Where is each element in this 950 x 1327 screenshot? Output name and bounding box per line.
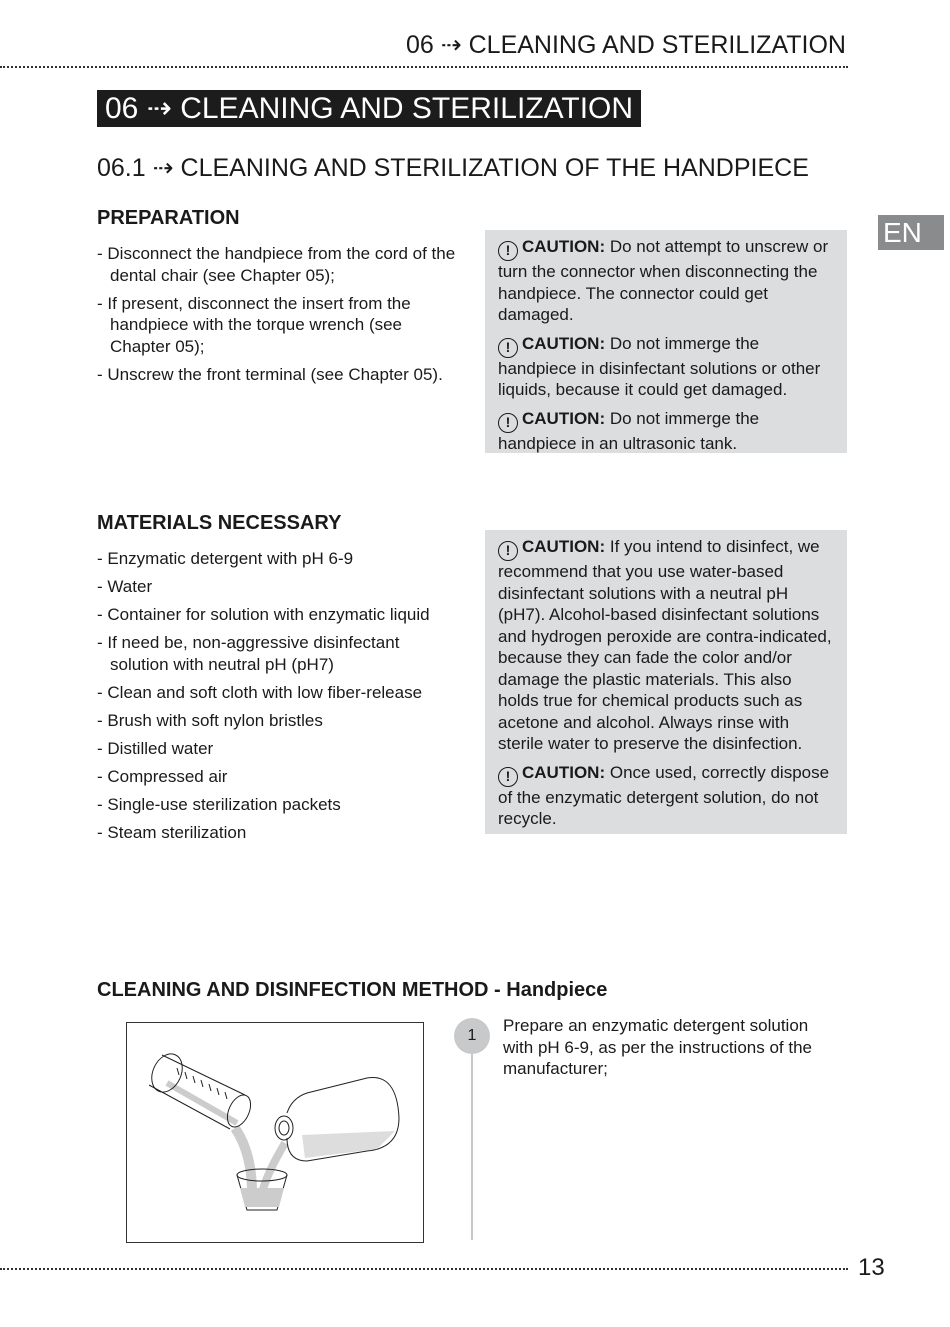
caution-label: CAUTION: [522,408,606,428]
preparation-list [97,243,462,392]
list-item: - Distilled water [97,738,447,760]
list-item: - Single-use sterilization packets [97,794,447,816]
exclamation-icon: ! [498,338,518,358]
caution-label: CAUTION: [522,537,606,556]
list-item: - If need be, non-aggressive disinfectant solution with neutral pH (pH7) [97,632,447,675]
list-item: - Unscrew the front terminal (see Chapter 05). [97,364,462,386]
caution-item [498,762,835,830]
section-title-text: CLEANING AND STERILIZATION OF THE HANDPIECE [180,154,809,182]
list-item: - Water [97,576,447,598]
list-item: - Container for solution with enzymatic liquid [97,604,447,626]
method-heading-main: CLEANING AND DISINFECTION METHOD - [97,979,507,1001]
footer-divider [0,1268,848,1270]
caution-item [498,408,835,455]
caution-text: Once used, correctly dispose of the enzymatic detergent solution, do not recycle. [498,762,830,828]
caution-box [485,230,847,453]
caution-text: Do not immerge the handpiece in disinfectant solutions or other liquids, because it could get damaged. [498,333,821,399]
caution-item [498,536,835,755]
dotted-arrow-icon: ⇢ [146,92,172,125]
exclamation-icon: ! [498,541,518,561]
section-title [97,153,809,183]
caution-box [485,530,847,834]
exclamation-icon: ! [498,241,518,261]
list-item: - Disconnect the handpiece from the cord of the dental chair (see Chapter 05); [97,243,462,286]
step-line [471,1054,473,1240]
method-heading-sub: Handpiece [506,979,608,1001]
list-item: - Clean and soft cloth with low fiber-release [97,682,447,704]
dotted-arrow-icon: ⇢ [152,154,174,182]
caution-label: CAUTION: [522,237,606,256]
exclamation-icon: ! [498,413,518,433]
caution-item [498,236,835,326]
illustration-graphic [127,1023,422,1241]
materials-list [97,548,447,850]
running-header-title: CLEANING AND STERILIZATION [468,31,846,59]
step-text: Prepare an enzymatic detergent solution with pH 6-9, as per the instructions of the manufacturer; [503,1016,812,1078]
chapter-title [97,90,641,127]
section-number: 06.1 [97,154,146,182]
preparation-heading: PREPARATION [97,207,240,229]
caution-text: Do not attempt to unscrew or turn the connector when disconnecting the handpiece. The connector could get damaged. [498,237,829,324]
list-item: - If present, disconnect the insert from the handpiece with the torque wrench (see Chapter 05); [97,293,462,358]
list-item: - Steam sterilization [97,822,447,844]
divider [0,66,848,68]
pouring-solution-illustration [126,1022,424,1243]
page-number: 13 [858,1254,885,1281]
materials-heading: MATERIALS NECESSARY [97,512,342,534]
caution-label: CAUTION: [522,762,606,782]
chapter-number: 06 [105,92,139,125]
exclamation-icon: ! [498,767,518,787]
running-header-number: 06 [405,31,434,59]
running-header [406,30,846,60]
caution-item [498,333,835,401]
caution-text: If you intend to disinfect, we recommend that you use water-based disinfectant solutions with a neutral pH (pH7). Alcohol-based disinfectant solutions and hydrogen peroxide are contra-indicated, because they can fade the color and/or damage the plastic materials. This also holds true for chemical products such as acetone and alcohol. Always rinse with sterile water to preserve the disinfection. [498,537,832,753]
chapter-title-text: CLEANING AND STERILIZATION [180,92,634,125]
method-heading [97,979,607,1002]
caution-text: Do not immerge the handpiece in an ultrasonic tank. [498,408,760,453]
list-item: - Compressed air [97,766,447,788]
list-item: - Brush with soft nylon bristles [97,710,447,732]
step-number: 1 [454,1018,490,1054]
caution-label: CAUTION: [522,333,606,353]
list-item: - Enzymatic detergent with pH 6-9 [97,548,447,570]
dotted-arrow-icon: ⇢ [440,31,462,59]
language-tab: EN [878,215,944,250]
